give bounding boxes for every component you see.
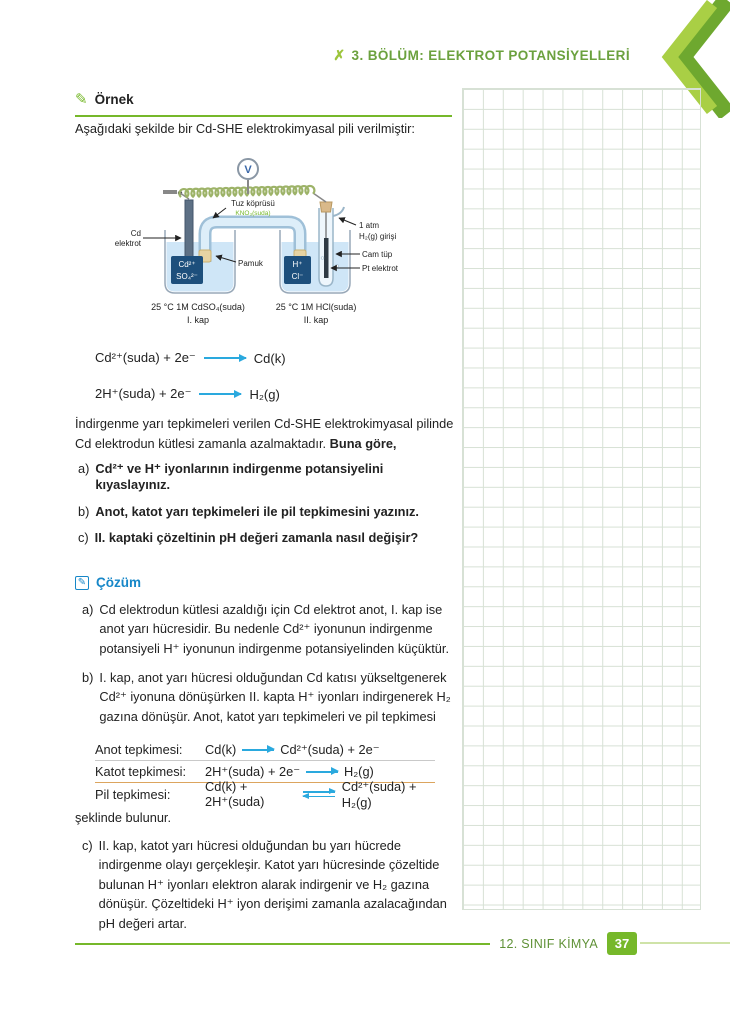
solution-c-text: II. kap, katot yarı hücresi olduğundan bu yarı hücrede indirgenme olayı gerçekleşir. Katot yarı hücresinde çözeltide bulunan H⁺ iyonları elektron alarak indirgenir ve H₂ gazına dönüşür. Çözeltideki H⁺ iyon derişimi zamanla azalacağından pH değeri artar.	[98, 838, 447, 931]
cell-reaction-left: Cd(k) + 2H⁺(suda)	[205, 778, 265, 809]
solution-c	[82, 836, 458, 933]
chapter-header	[333, 47, 630, 64]
question-b-prefix: b)	[78, 503, 90, 519]
left-ion-label	[171, 256, 203, 284]
anode-reaction-label: Anot tepkimesi:	[95, 742, 183, 757]
footer-rule-tail	[640, 942, 730, 944]
reaction-arrow-icon	[204, 357, 246, 359]
page-number-badge: 37	[607, 932, 637, 955]
svg-text:Cd²⁺: Cd²⁺	[178, 260, 196, 269]
svg-text:Cl⁻: Cl⁻	[291, 272, 304, 281]
question-c	[78, 530, 456, 545]
salt-bridge-sublabel: KNO₃(suda)	[235, 210, 271, 217]
gas-inlet-label-2: H₂(g) girişi	[359, 232, 397, 241]
question-c-text: II. kaptaki çözeltinin pH değeri zamanla nasıl değişir?	[94, 530, 419, 545]
question-a-prefix: a)	[78, 461, 90, 476]
equilibrium-arrow-icon	[303, 791, 335, 798]
reaction-arrow-icon	[306, 771, 338, 773]
question-a	[78, 461, 456, 492]
solution-pencil-icon: ✎	[75, 576, 89, 590]
pt-electrode-label: Pt elektrot	[362, 264, 399, 273]
solution-c-prefix: c)	[82, 838, 93, 853]
cathode-reaction-left: 2H⁺(suda) + 2e⁻	[205, 763, 300, 779]
solution-b	[82, 668, 458, 726]
question-b	[78, 504, 456, 519]
stopper	[320, 202, 332, 212]
chapter-title: 3. BÖLÜM: ELEKTROT POTANSİYELLERİ	[351, 48, 630, 63]
problem-text-bold: Buna göre,	[329, 435, 397, 451]
reaction-2-right: H₂(g)	[249, 386, 280, 402]
svg-text:H⁺: H⁺	[292, 260, 303, 269]
svg-text:SO₄²⁻: SO₄²⁻	[176, 272, 198, 281]
page-footer	[75, 932, 637, 955]
coiled-wire	[179, 186, 314, 197]
cd-electrode-label-2: elektrot	[114, 239, 141, 248]
pt-electrode	[324, 238, 329, 278]
cell-reaction-row	[95, 778, 435, 810]
reaction-1-left: Cd²⁺(suda) + 2e⁻	[95, 350, 196, 365]
beaker2-caption: 25 °C 1M HCl(suda)	[275, 302, 357, 312]
solution-a-prefix: a)	[82, 602, 94, 617]
reaction-1-right: Cd(k)	[253, 350, 286, 366]
chapter-mark-icon: ✗	[333, 47, 346, 63]
pencil-icon: ✎	[75, 91, 88, 108]
question-a-text: Cd²⁺ ve H⁺ iyonlarının indirgenme potansiyelini kıyaslayınız.	[95, 461, 384, 492]
cotton-label: Pamuk	[238, 259, 263, 268]
anode-reaction-right: Cd²⁺(suda) + 2e⁻	[280, 741, 380, 757]
gas-inlet-tube	[333, 207, 344, 216]
footer-rule	[75, 943, 490, 945]
question-list	[78, 461, 456, 557]
problem-text: İndirgenme yarı tepkimeleri verilen Cd-SHE elektrokimyasal pilinde Cd elektrodun kütlesi zamanla azalmaktadır.	[75, 416, 454, 451]
glass-tube-label: Cam tüp	[362, 250, 393, 259]
svg-text:V: V	[244, 164, 252, 176]
problem-statement	[75, 414, 455, 454]
question-b-text: Anot, katot yarı tepkimeleri ile pil tepkimesini yazınız.	[95, 503, 419, 519]
example-title: Örnek	[94, 91, 134, 107]
solution-b-text: I. kap, anot yarı hücresi olduğundan Cd katısı yükseltgenerek Cd²⁺ iyonuna dönüşürken II. kapta H⁺ iyonları indirgenerek H₂ gazına dönüşür. Anot, katot yarı tepkimeleri ve pil tepkimesi	[99, 670, 451, 724]
footer-label: 12. SINIF KİMYA	[499, 936, 598, 951]
cathode-reaction-right: H₂(g)	[343, 764, 374, 779]
graph-paper-area	[462, 88, 701, 910]
after-table-text: şeklinde bulunur.	[75, 810, 172, 825]
solution-a-text: Cd elektrodun kütlesi azaldığı için Cd elektrot anot, I. kap ise anot yarı hücresidir. Bu nedenle Cd²⁺ iyonunun indirgenme potansiyeli H⁺ iyonunun indirgenme potansiyelinden küçüktür.	[99, 602, 450, 656]
example-section-header	[75, 90, 452, 117]
question-c-prefix: c)	[78, 530, 89, 545]
cell-reaction-label: Pil tepkimesi:	[95, 786, 171, 802]
half-reactions	[95, 350, 286, 422]
reaction-arrow-icon	[242, 749, 274, 751]
anode-reaction-row	[95, 739, 435, 761]
solution-a	[82, 600, 458, 658]
beaker1-kap: I. kap	[186, 315, 210, 325]
right-ion-label	[284, 256, 311, 284]
cathode-reaction-label: Katot tepkimesi:	[95, 764, 187, 779]
cell-reaction-right: Cd²⁺(suda) + H₂(g)	[341, 778, 417, 810]
anode-reaction-left: Cd(k)	[205, 742, 237, 757]
beaker2-kap: II. kap	[303, 315, 329, 325]
solution-section-header	[75, 575, 141, 590]
gas-inlet-label-1: 1 atm	[359, 221, 380, 230]
reaction-2-left: 2H⁺(suda) + 2e⁻	[95, 386, 192, 401]
cd-electrode-label-1: Cd	[130, 229, 141, 238]
salt-bridge-label: Tuz köprüsü	[231, 199, 275, 208]
beaker1-caption: 25 °C 1M CdSO₄(suda)	[151, 302, 245, 312]
example-intro-text: Aşağıdaki şekilde bir Cd-SHE elektrokimyasal pili verilmiştir:	[75, 121, 415, 136]
cell-diagram	[85, 146, 455, 334]
reaction-arrow-icon	[199, 393, 241, 395]
solution-title: Çözüm	[96, 575, 141, 590]
reaction-table	[95, 739, 435, 810]
reaction-2	[95, 386, 286, 402]
reaction-1	[95, 350, 286, 366]
solution-b-prefix: b)	[82, 670, 94, 685]
